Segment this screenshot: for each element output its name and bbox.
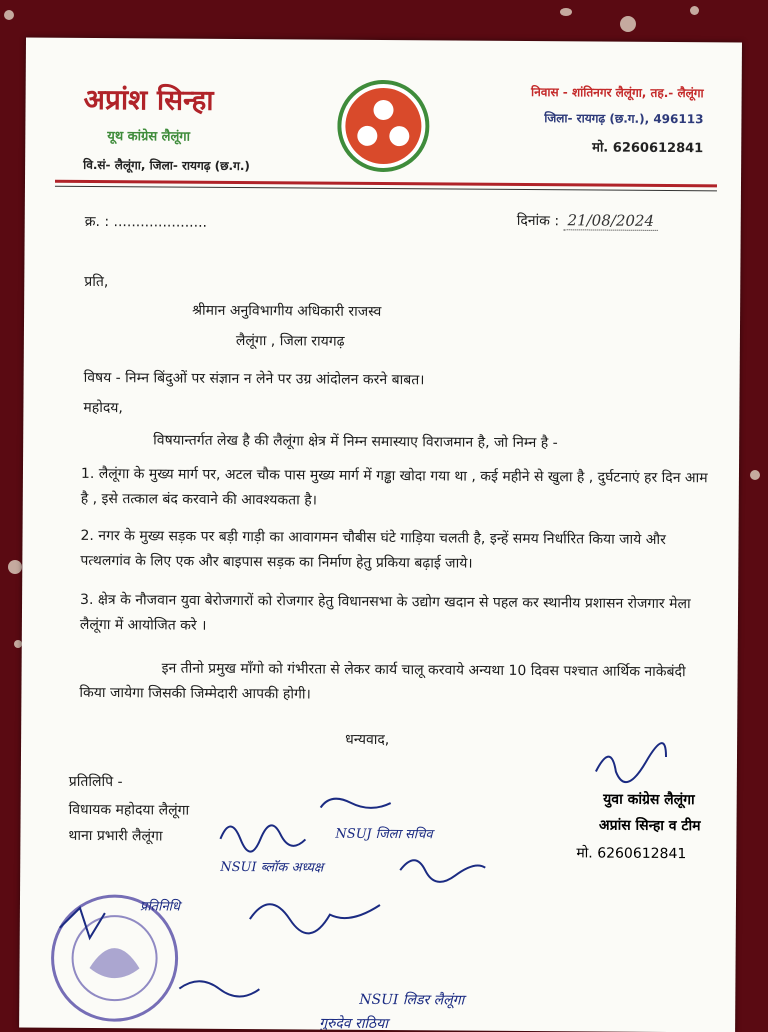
handwritten-note: NSUJ जिला सचिव <box>335 826 433 843</box>
signature-name: अप्रांस सिन्हा व टीम <box>598 817 701 835</box>
signature-scrawl <box>596 743 666 783</box>
congress-logo-icon <box>337 80 430 173</box>
subject-line: विषय - निम्न बिंदुओं पर संज्ञान न लेने पर उग्र आंदोलन करने बाबत। <box>83 369 425 389</box>
copy-label: प्रतिलिपि - <box>68 773 123 791</box>
copy-to-police: थाना प्रभारी लैलूंगा <box>68 827 163 845</box>
date-value: 21/08/2024 <box>564 211 659 231</box>
address-line-2: जिला- रायगढ़ (छ.ग.), 496113 <box>544 111 704 127</box>
signature-scrawl <box>321 799 391 808</box>
signature-scrawl <box>60 908 105 938</box>
handwritten-signatures <box>19 727 737 1032</box>
letterhead-name: अप्रांश सिन्हा <box>83 82 214 117</box>
salutation: महोदय, <box>83 399 123 417</box>
address-line-1: निवास - शांतिनगर लैलूंगा, तह.- लैलूंगा <box>530 85 704 101</box>
letterhead-constituency: वि.सं- लैलूंगा, जिला- रायगढ़ (छ.ग.) <box>83 157 250 174</box>
handwritten-note: गुरुदेव राठिया <box>319 1015 388 1032</box>
intro-line: विषयान्तर्गत लेख है की लैलूंगा क्षेत्र में निम्न समास्याए विराजमान है, जो निम्न है - <box>153 432 558 452</box>
point-2: 2. नगर के मुख्य सड़क पर बड़ी गाड़ी का आवागमन चौबीस घंटे गाड़िया चलती है, इन्हें समय निर्धारित किया जाये और पत्थलगांव के लिए एक और बाइपास सड़क का निर्माण हेतु प्रकिया बढ़ाई जाये। <box>80 527 666 572</box>
handwritten-note: प्रतिनिधि <box>139 899 181 915</box>
closing-text: इन तीनो प्रमुख माँगो को गंभीरता से लेकर कार्य चालू करवाये अन्यथा 10 दिवस पश्चात आर्थिक नाकेबंदी किया जायेगा जिसकी जिम्मेदारी आपकी होगी। <box>79 660 686 703</box>
handwritten-note: NSUI ब्लॉक अध्यक्ष <box>220 859 324 876</box>
signature-scrawl <box>179 981 259 997</box>
signature-org: युवा कांग्रेस लैलूंगा <box>603 791 695 809</box>
letterhead-organization: यूथ कांग्रेस लैलूंगा <box>107 129 191 145</box>
signature-scrawl <box>400 860 485 882</box>
signature-scrawl <box>220 825 305 852</box>
letter-paper <box>19 38 742 1032</box>
point-1: 1. लैलूंगा के मुख्य मार्ग पर, अटल चौक पास मुख्य मार्ग में गड्ढा खोदा गया था , कई महीने से खुला है , दुर्घटनाएं हर दिन आम है , इसे तत्काल बंद करवाने की आवश्यकता है। <box>80 465 708 509</box>
thanks: धन्यवाद, <box>345 731 390 749</box>
signature-phone: मो. 6260612841 <box>576 845 687 863</box>
recipient-place: लैलूंगा , जिला रायगढ़ <box>235 332 345 350</box>
reference-number: क्र. : ..................... <box>84 213 208 231</box>
point-3: 3. क्षेत्र के नौजवान युवा बेरोजगारों को रोजगार हेतु विधानसभा के उद्योग खदान से पहल कर स्थानीय प्रशासन रोजगार मेला लैलूंगा में आयोजित करे । <box>79 591 691 634</box>
handwritten-note: NSUI लिडर लैलूंगा <box>359 991 465 1009</box>
signature-scrawl <box>250 904 380 934</box>
recipient-to: प्रति, <box>84 273 109 291</box>
recipient-officer: श्रीमान अनुविभागीय अधिकारी राजस्व <box>192 302 382 320</box>
date-label: दिनांक : <box>516 212 560 230</box>
copy-to-mla: विधायक महोदया लैलूंगा <box>68 801 190 819</box>
closing-paragraph <box>79 656 709 710</box>
date-field <box>517 211 658 231</box>
letterhead-phone: मो. 6260612841 <box>592 140 704 157</box>
